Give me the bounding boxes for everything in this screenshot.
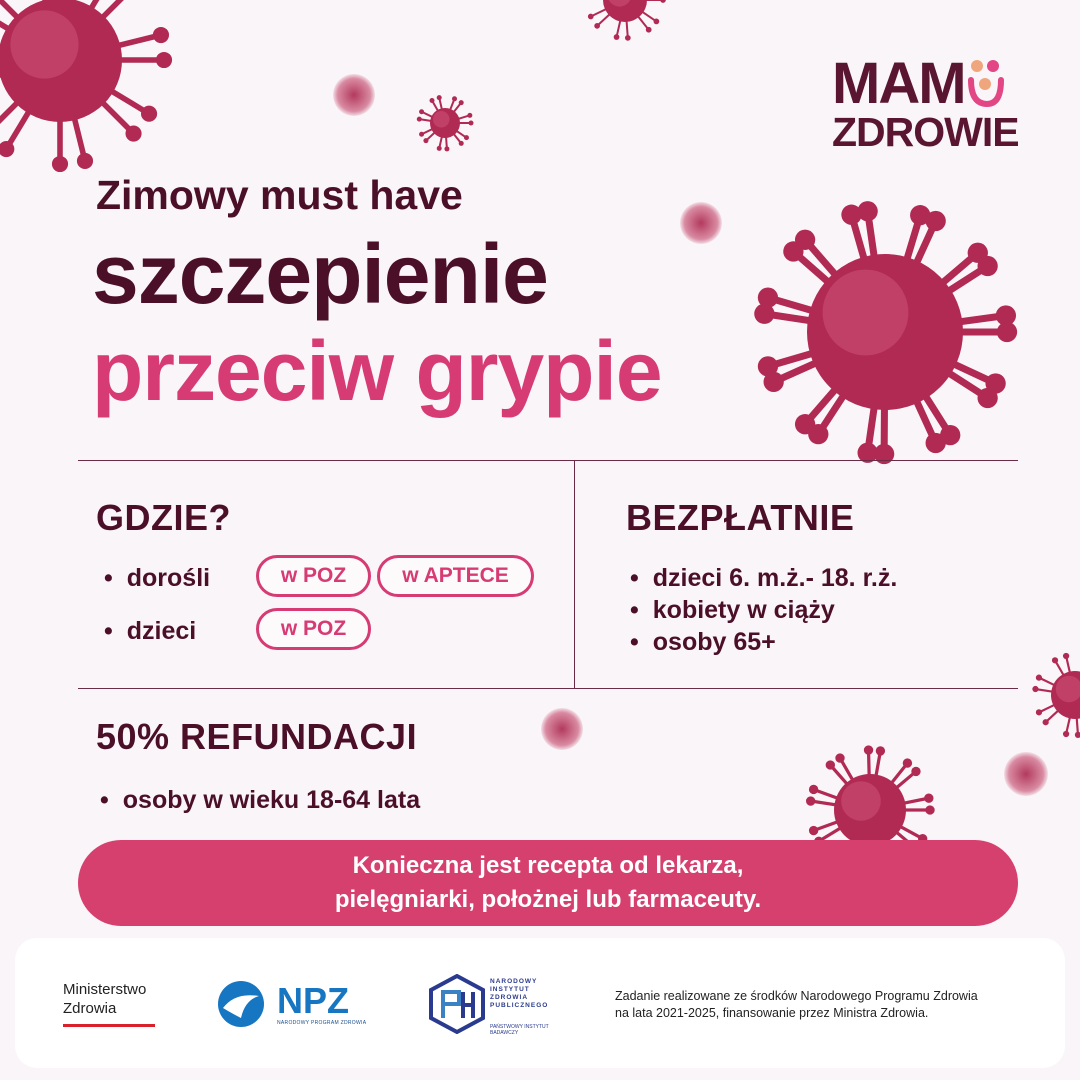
ministry-flag-bar bbox=[63, 1024, 155, 1027]
prescription-banner bbox=[78, 840, 1018, 926]
virus-icon bbox=[570, 0, 680, 60]
ministry-line2: Zdrowia bbox=[63, 1000, 117, 1017]
pzh-sub-line: PAŃSTWOWY INSTYTUT bbox=[490, 1024, 549, 1030]
subtitle: Zimowy must have bbox=[96, 172, 463, 218]
blurred-virus-dot bbox=[680, 202, 722, 244]
footer bbox=[15, 938, 1065, 1068]
brand-logo bbox=[832, 51, 1022, 155]
divider bbox=[574, 460, 575, 688]
virus-icon bbox=[745, 200, 1025, 470]
blurred-virus-dot bbox=[541, 708, 583, 750]
blurred-virus-dot bbox=[1004, 752, 1048, 796]
refund-heading: 50% REFUNDACJI bbox=[96, 716, 418, 757]
refund-item: • osoby w wieku 18-64 lata bbox=[100, 786, 420, 815]
pzh-logo-icon bbox=[429, 974, 485, 1034]
pzh-line: NARODOWY bbox=[490, 978, 538, 985]
mother-child-icon bbox=[965, 58, 1005, 110]
pzh-line: INSTYTUT bbox=[490, 986, 530, 993]
place-badge: w POZ bbox=[256, 555, 371, 597]
banner-line2: pielęgniarki, położnej lub farmaceuty. bbox=[334, 886, 762, 913]
pzh-sub-line: BADAWCZY bbox=[490, 1030, 519, 1036]
ministry-logo bbox=[63, 980, 146, 1018]
divider bbox=[78, 688, 1018, 689]
free-item: • dzieci 6. m.ż.- 18. r.ż. bbox=[630, 564, 897, 593]
brand-line1: MAM bbox=[832, 51, 965, 116]
free-item: • kobiety w ciąży bbox=[630, 596, 835, 625]
free-heading: BEZPŁATNIE bbox=[626, 497, 855, 538]
funding-note bbox=[615, 988, 1035, 1022]
title-line2: przeciw grypie bbox=[92, 324, 662, 418]
free-item: • osoby 65+ bbox=[630, 628, 776, 657]
pzh-sub bbox=[490, 1024, 549, 1036]
virus-icon bbox=[1020, 640, 1080, 750]
where-heading: GDZIE? bbox=[96, 497, 231, 538]
pzh-name bbox=[490, 978, 548, 1010]
npz-sub: NARODOWY PROGRAM ZDROWIA bbox=[277, 1020, 367, 1026]
brand-line2: ZDROWIE bbox=[832, 109, 1019, 155]
divider bbox=[78, 460, 1018, 461]
title-line1: szczepienie bbox=[92, 227, 548, 321]
blurred-virus-dot bbox=[333, 74, 375, 116]
ministry-line1: Ministerstwo bbox=[63, 981, 147, 998]
place-badge: w POZ bbox=[256, 608, 371, 650]
virus-icon bbox=[410, 88, 480, 158]
banner-line1: Konieczna jest recepta od lekarza, bbox=[352, 852, 744, 879]
npz-logo-icon bbox=[215, 978, 271, 1030]
funding-line: na lata 2021-2025, finansowanie przez Ministra Zdrowia. bbox=[615, 1006, 929, 1020]
npz-name: NPZ bbox=[277, 980, 349, 1021]
where-row-label: • dzieci bbox=[104, 617, 196, 646]
funding-line: Zadanie realizowane ze środków Narodowego Programu Zdrowia bbox=[615, 989, 978, 1003]
pzh-line: PUBLICZNEGO bbox=[490, 1002, 549, 1009]
pzh-line: ZDROWIA bbox=[490, 994, 529, 1001]
place-badge: w APTECE bbox=[377, 555, 534, 597]
virus-icon bbox=[0, 0, 190, 190]
where-row-label: • dorośli bbox=[104, 564, 210, 593]
